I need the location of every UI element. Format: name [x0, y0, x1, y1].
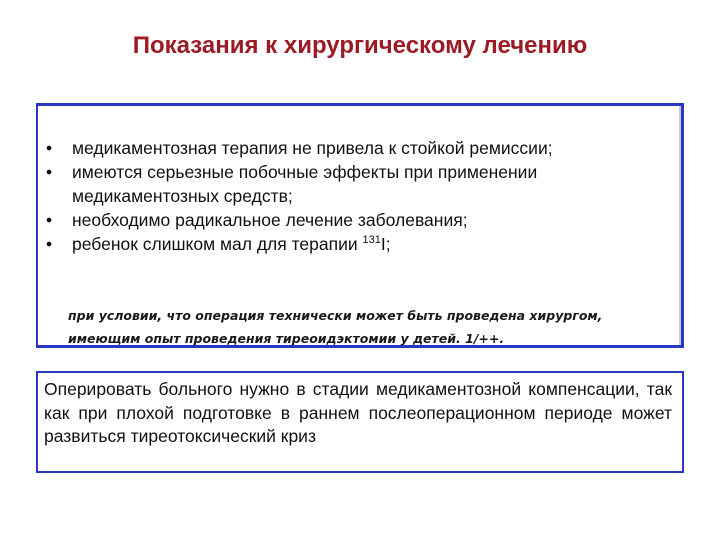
indications-list [46, 136, 676, 256]
bullet-icon: • [46, 138, 53, 158]
bullet-icon: • [46, 162, 53, 182]
list-item [46, 208, 676, 232]
indications-box [36, 103, 684, 348]
list-item [46, 136, 676, 160]
bullet-icon: • [46, 210, 53, 230]
condition-note: при условии, что операция технически может быть проведена хирургом, имеющим опыт проведения тиреоидэктомии у детей. 1/++. [68, 308, 603, 346]
indication-text: имеются серьезные побочные эффекты при применении медикаментозных средств; [72, 162, 538, 206]
list-item [46, 232, 676, 256]
recommendation-box [36, 371, 684, 473]
indication-text: медикаментозная терапия не привела к стойкой ремиссии; [72, 138, 553, 158]
indication-text-end: I; [380, 234, 391, 254]
indication-text: ребенок слишком мал для терапии [72, 234, 363, 254]
isotope-superscript: 131 [362, 234, 381, 246]
recommendation-text: Оперировать больного нужно в стадии медикаментозной компенсации, так как при плохой подготовке в раннем послеоперационном периоде может развиться тиреотоксический криз [44, 379, 672, 446]
slide-title: Показания к хирургическому лечению [132, 32, 588, 59]
list-item [46, 160, 676, 208]
bullet-icon: • [46, 234, 53, 254]
indication-text: необходимо радикальное лечение заболевания; [72, 210, 468, 230]
